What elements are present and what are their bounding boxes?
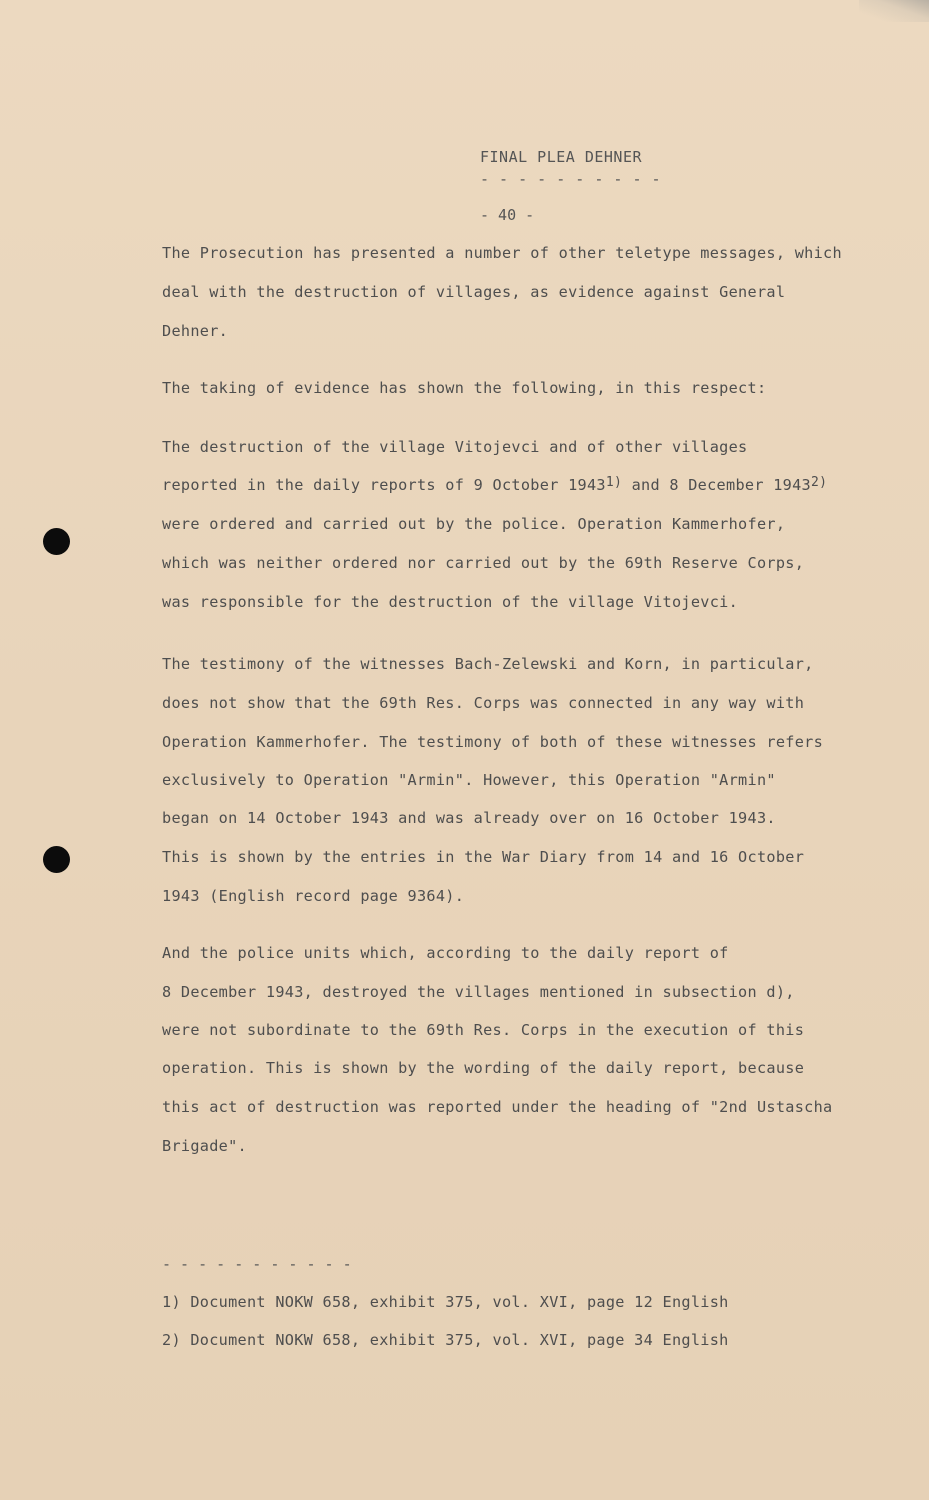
body-line: The taking of evidence has shown the following, in this respect: <box>162 379 767 397</box>
footnote: 1) Document NOKW 658, exhibit 375, vol. XVI, page 12 English <box>162 1293 729 1311</box>
body-line: The destruction of the village Vitojevci and of other villages <box>162 438 748 456</box>
page-title: FINAL PLEA DEHNER <box>480 148 643 166</box>
body-line: deal with the destruction of villages, as evidence against General <box>162 283 786 301</box>
punch-hole-icon <box>43 846 70 873</box>
body-line-footnoted <box>162 476 827 494</box>
footnote-rule: - - - - - - - - - - - <box>162 1255 352 1273</box>
footnote: 2) Document NOKW 658, exhibit 375, vol. XVI, page 34 English <box>162 1331 729 1349</box>
body-line: does not show that the 69th Res. Corps was connected in any way with <box>162 694 805 712</box>
body-line: 8 December 1943, destroyed the villages mentioned in subsection d), <box>162 983 795 1001</box>
punch-hole-icon <box>43 528 70 555</box>
body-line: Brigade". <box>162 1137 247 1155</box>
footnote-ref: 2) <box>811 475 828 490</box>
line-text: and 8 December 1943 <box>622 476 811 494</box>
body-line: began on 14 October 1943 and was already over on 16 October 1943. <box>162 809 776 827</box>
body-line: 1943 (English record page 9364). <box>162 887 465 905</box>
body-line: And the police units which, according to the daily report of <box>162 944 729 962</box>
body-line: which was neither ordered nor carried out by the 69th Reserve Corps, <box>162 554 805 572</box>
body-line: The testimony of the witnesses Bach-Zelewski and Korn, in particular, <box>162 655 814 673</box>
body-line: The Prosecution has presented a number of other teletype messages, which <box>162 244 842 262</box>
line-text: reported in the daily reports of 9 October 1943 <box>162 476 606 494</box>
body-line: operation. This is shown by the wording of the daily report, because <box>162 1059 805 1077</box>
body-line: this act of destruction was reported under the heading of "2nd Ustascha <box>162 1098 833 1116</box>
page-number: - 40 - <box>480 206 535 224</box>
body-line: Dehner. <box>162 322 229 340</box>
body-line: Operation Kammerhofer. The testimony of both of these witnesses refers <box>162 733 824 751</box>
body-line: were ordered and carried out by the police. Operation Kammerhofer, <box>162 515 786 533</box>
body-line: was responsible for the destruction of the village Vitojevci. <box>162 593 739 611</box>
body-line: This is shown by the entries in the War Diary from 14 and 16 October <box>162 848 805 866</box>
corner-stain <box>859 0 929 22</box>
body-line: exclusively to Operation "Armin". However, this Operation "Armin" <box>162 771 776 789</box>
title-underline: - - - - - - - - - - <box>480 170 662 188</box>
body-line: were not subordinate to the 69th Res. Corps in the execution of this <box>162 1021 805 1039</box>
footnote-ref: 1) <box>605 475 623 490</box>
